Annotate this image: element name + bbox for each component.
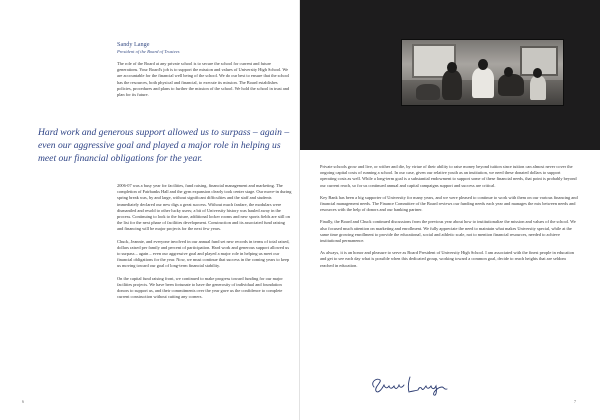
signature-image [368,373,458,397]
body-paragraph: On the capital fund raising front, we continued to make progress toward funding for our major facilities projects. We have been fortunate to have the generosity of individual and foundation donors to support us, and their commitments over the year gave us the confidence to complete current construction without cutting any corners. [117,275,283,300]
intro-paragraph: The role of the Board at any private school is to secure the school for current and future generations. Your Board's job is to support the mission and values of University High School. We are accountable for the financial well being of the school. We do our best to ensure that the school has the resources, both physical and financial, to execute its mission. The Board establishes policies, procedures and plans to further the mission of the school. We hold the school in trust and plan for its future. [117,61,290,98]
body-paragraph: Private schools grow and live, or wither and die, by virtue of their ability to raise money beyond tuition since tuition can almost never cover the ongoing capital costs of running a school. In our case, given our relative youth as an institution, we need these donated dollars to support operating costs as well. While a long-term goal is a substantial endowment to support some of these financial needs, that point is probably beyond our current reach, so for us continued annual and capital campaigns support and success are critical. [320,164,577,188]
body-paragraph: Key Bank has been a big supporter of University for many years, and we were pleased to continue to work with them on our various financing and financial management needs. The Finance Committee of the Board reviews our funding needs each year and manages the mix between needs and resources with the help of donors and our banking partner. [320,194,578,213]
right-body-column [320,164,578,275]
photo-band [300,0,600,150]
left-body-column [117,183,292,306]
page-number-right: 7 [574,399,576,404]
body-paragraph: Finally, the Board and Chuck continued discussions from the previous year about how to institutionalize the mission and values of the school. We also focused much attention on marketing and enrollment. We fully appreciate the need to maintain what makes University special, while at the same time growing enrollment to provide the educational, social and athletic scale, not to mention financial resources, needed to achieve institutional permanence. [320,219,576,244]
author-title: President of the Board of Trustees [117,49,180,54]
body-paragraph: Chuck, Jeannie, and everyone involved in our annual fund set new records in terms of total raised, dollars raised per family and percent of participation. Hard work and generous support allowed us to surpass – again – even our aggressive goal and played a major role in helping us meet our financial obligations for the year. Now, we must continue that success in the coming years to keep us moving toward our goal of long-term financial stability. [117,238,290,269]
body-paragraph: 2006-07 was a busy year for facilities, fund raising, financial management and marketing. The completion of Fairbanks Hall and the gym expansion clearly took center stage. Our move-in during spring break was, by and large, without significant difficulties and the staff and students immediately declared our new digs a great success. Without much fanfare, the modulars were dismantled and resold to other lucky users; a bit of University history was hauled away in the process. Continuing to look to the future, additional locker rooms and new sports fields are still on the list for the next phase of facilities development. Construction and its associated fund raising and financing will be major projects for the next few years. [117,183,292,232]
author-block [117,41,287,55]
pull-quote: Hard work and generous support allowed us to surpass – again – even our aggressive goal and played a major role in helping us meet our financial obligations for the year. [38,127,290,164]
students-photo [401,39,564,106]
author-name: Sandy Lange [117,41,150,48]
page-number-left: 6 [22,399,24,404]
body-paragraph: As always, it is an honor and pleasure to serve as Board President of University High School. I am associated with the finest people in education and get to see each day what is possible when this dedicated group, working toward a common goal, decide to reach heights that are seldom reached in education. [320,250,574,268]
